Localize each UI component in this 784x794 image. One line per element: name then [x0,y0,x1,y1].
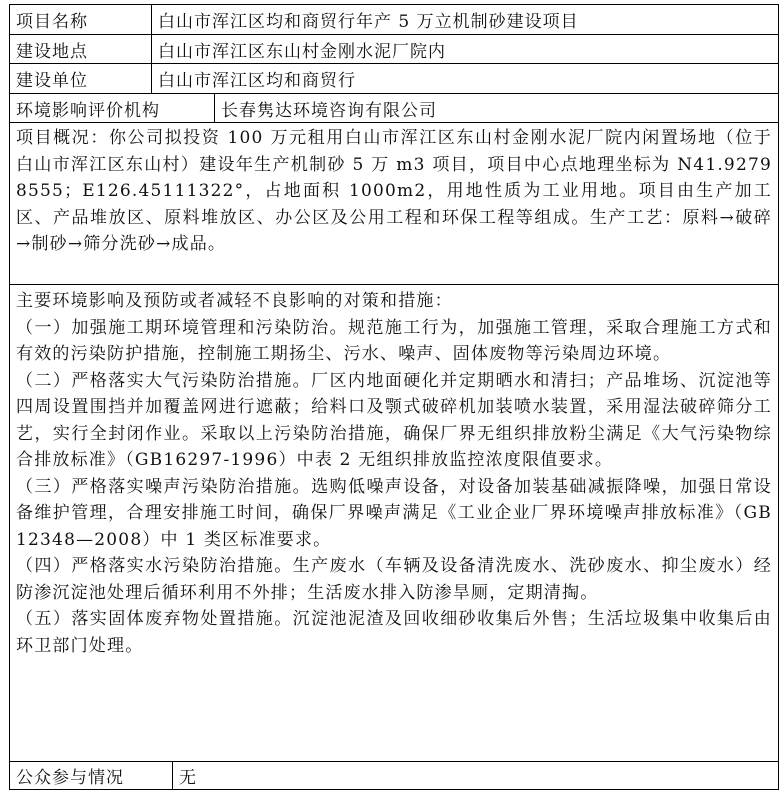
row-measures [10,285,778,762]
row-overview [10,123,778,285]
label-developer: 建设单位 [10,64,152,93]
label-eia-agency: 环境影响评价机构 [10,94,215,122]
row-eia-agency [10,94,778,123]
row-project-name [10,5,778,35]
row-public-participation [10,762,778,789]
value-eia-agency: 长春隽达环境咨询有限公司 [221,100,437,121]
value-developer: 白山市浑江区均和商贸行 [158,71,356,91]
approval-document-table [9,4,779,790]
measures-heading: 主要环境影响及预防或者减轻不良影响的对策和措施： [16,291,453,311]
measure-item-1: （一）加强施工期环境管理和污染防治。规范施工行为，加强施工管理，采取合理施工方式和有效的污染防护措施，控制施工期扬尘、污水、噪声、固体废物等污染周边环境。 [16,317,772,364]
row-location [10,35,778,64]
label-location: 建设地点 [10,35,152,63]
value-project-name: 白山市浑江区均和商贸行年产 5 万立机制砂建设项目 [158,12,579,32]
measure-item-2: （二）严格落实大气污染防治措施。厂区内地面硬化并定期晒水和清扫；产品堆场、沉淀池等四周设置围挡并加覆盖网进行遮蔽；给料口及颚式破碎机加装喷水装置，采用湿法破碎筛分工艺，实行全封闭作业。采取以上污染防治措施，确保厂界无组织排放粉尘满足《大气污染物综合排放标准》（GB16297-1996）中表 2 无组织排放监控浓度限值要求。 [16,370,772,470]
project-overview-text: 项目概况：你公司拟投资 100 万元租用白山市浑江区东山村金刚水泥厂院内闲置场地（位于白山市浑江区东山村）建设年生产机制砂 5 万 m3 项目，项目中心点地理坐标为 N41.92798555；E126.45111322°，占地面积 1000m2，用地性质为工业用地。项目由生产加工区、产品堆放区、原料堆放区、办公区及公用工程和环保工程等组成。生产工艺：原料→破碎→制砂→筛分洗砂→成品。 [16,128,772,254]
value-location: 白山市浑江区东山村金刚水泥厂院内 [158,41,446,62]
measure-item-3: （三）严格落实噪声污染防治措施。选购低噪声设备，对设备加装基础减振降噪，加强日常设备维护管理，合理安排施工时间，确保厂界噪声满足《工业企业厂界环境噪声排放标准》（GB12348—2008）中 1 类区标准要求。 [16,476,772,550]
row-developer [10,64,778,94]
measure-item-5: （五）落实固体废弃物处置措施。沉淀池泥渣及回收细砂收集后外售；生活垃圾集中收集后由环卫部门处理。 [16,609,772,656]
value-public-participation: 无 [179,768,197,788]
label-project-name: 项目名称 [10,5,152,34]
label-public-participation: 公众参与情况 [10,762,173,789]
measure-item-4: （四）严格落实水污染防治措施。生产废水（车辆及设备清洗废水、洗砂废水、抑尘废水）经防渗沉淀池处理后循环利用不外排；生活废水排入防渗旱厕，定期清掏。 [16,556,772,603]
